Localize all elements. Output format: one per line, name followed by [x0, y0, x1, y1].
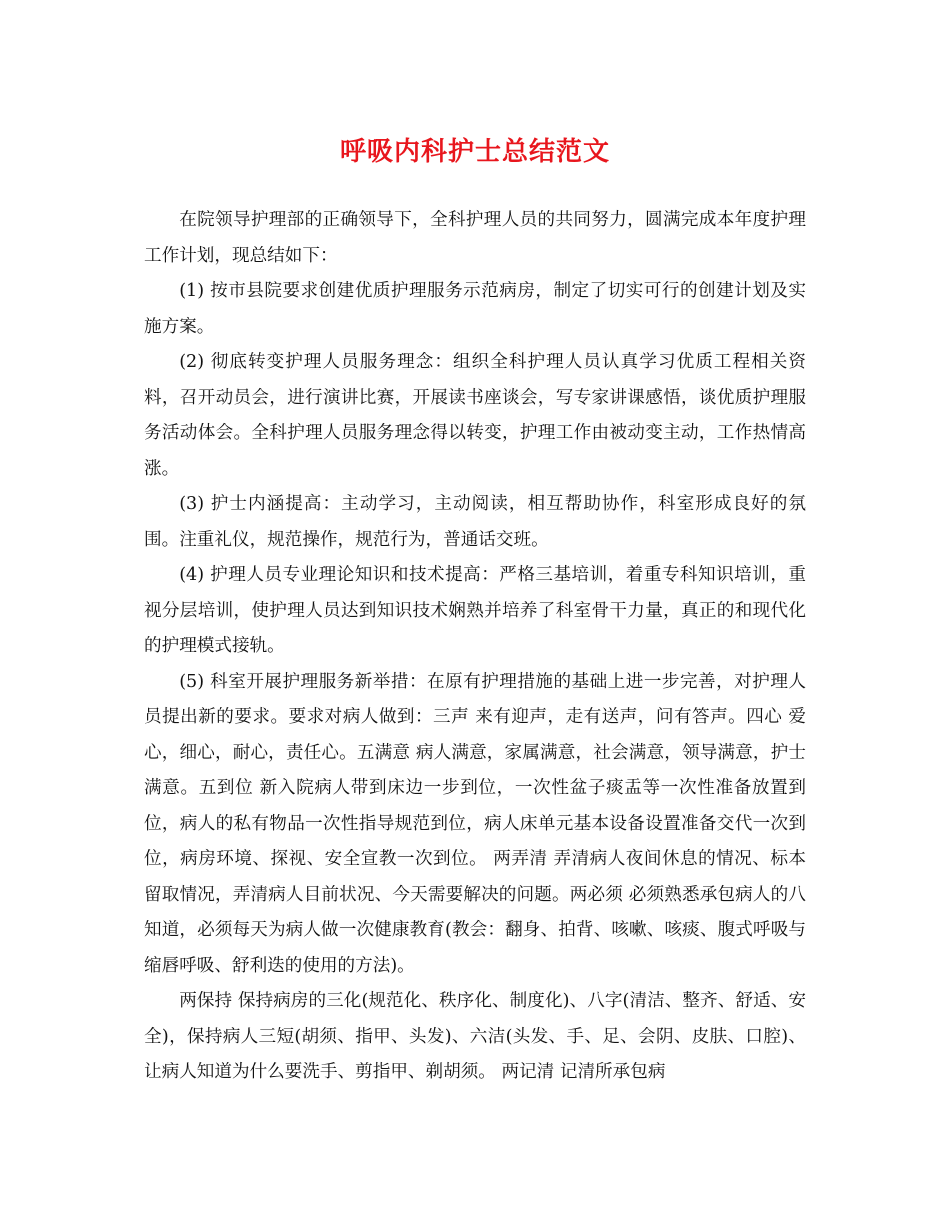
paragraph-two-maintain: 两保持 保持病房的三化(规范化、秩序化、制度化)、八字(清洁、整齐、舒适、安全)，保持病人三短(胡须、指甲、头发)、六洁(头发、手、足、会阴、皮肤、口腔)、让病人知道为什么要洗手、剪指甲、剃胡须。 两记清 记清所承包病 [144, 991, 806, 1082]
paragraph-item-1: (1) 按市县院要求创建优质护理服务示范病房，制定了切实可行的创建计划及实施方案。 [144, 281, 806, 337]
paragraph-intro: 在院领导护理部的正确领导下，全科护理人员的共同努力，圆满完成本年度护理工作计划，现总结如下： [144, 210, 806, 266]
paragraph-item-3: (3) 护士内涵提高：主动学习，主动阅读，相互帮助协作，科室形成良好的氛围。注重礼仪，规范操作，规范行为，普通话交班。 [144, 494, 806, 550]
paragraph-item-5: (5) 科室开展护理服务新举措：在原有护理措施的基础上进一步完善，对护理人员提出新的要求。要求对病人做到：三声 来有迎声，走有送声，问有答声。四心 爱心，细心，耐心，责任心。五满意 病人满意，家属满意，社会满意，领导满意，护士满意。五到位 新入院病人带到床边一步到位，一次性盆子痰盂等一次性准备放置到位，病人的私有物品一次性指导规范到位，病人床单元基本设备设置准备交代一次到位，病房环境、探视、安全宣教一次到位。 两弄清 弄清病人夜间休息的情况、标本留取情况，弄清病人目前状况、今天需要解决的问题。两必须 必须熟悉承包病人的八知道，必须每天为病人做一次健康教育(教会：翻身、拍背、咳嗽、咳痰、腹式呼吸与缩唇呼吸、舒利迭的使用的方法)。 [144, 671, 806, 976]
document-body [144, 203, 806, 1091]
paragraph-item-4: (4) 护理人员专业理论知识和技术提高：严格三基培训，着重专科知识培训，重视分层培训，使护理人员达到知识技术娴熟并培养了科室骨干力量，真正的和现代化的护理模式接轨。 [144, 565, 806, 656]
document-title: 呼吸内科护士总结范文 [339, 137, 610, 167]
paragraph-item-2: (2) 彻底转变护理人员服务理念：组织全科护理人员认真学习优质工程相关资料，召开动员会，进行演讲比赛，开展读书座谈会，写专家讲课感悟，谈优质护理服务活动体会。全科护理人员服务理念得以转变，护理工作由被动变主动，工作热情高涨。 [144, 352, 806, 479]
